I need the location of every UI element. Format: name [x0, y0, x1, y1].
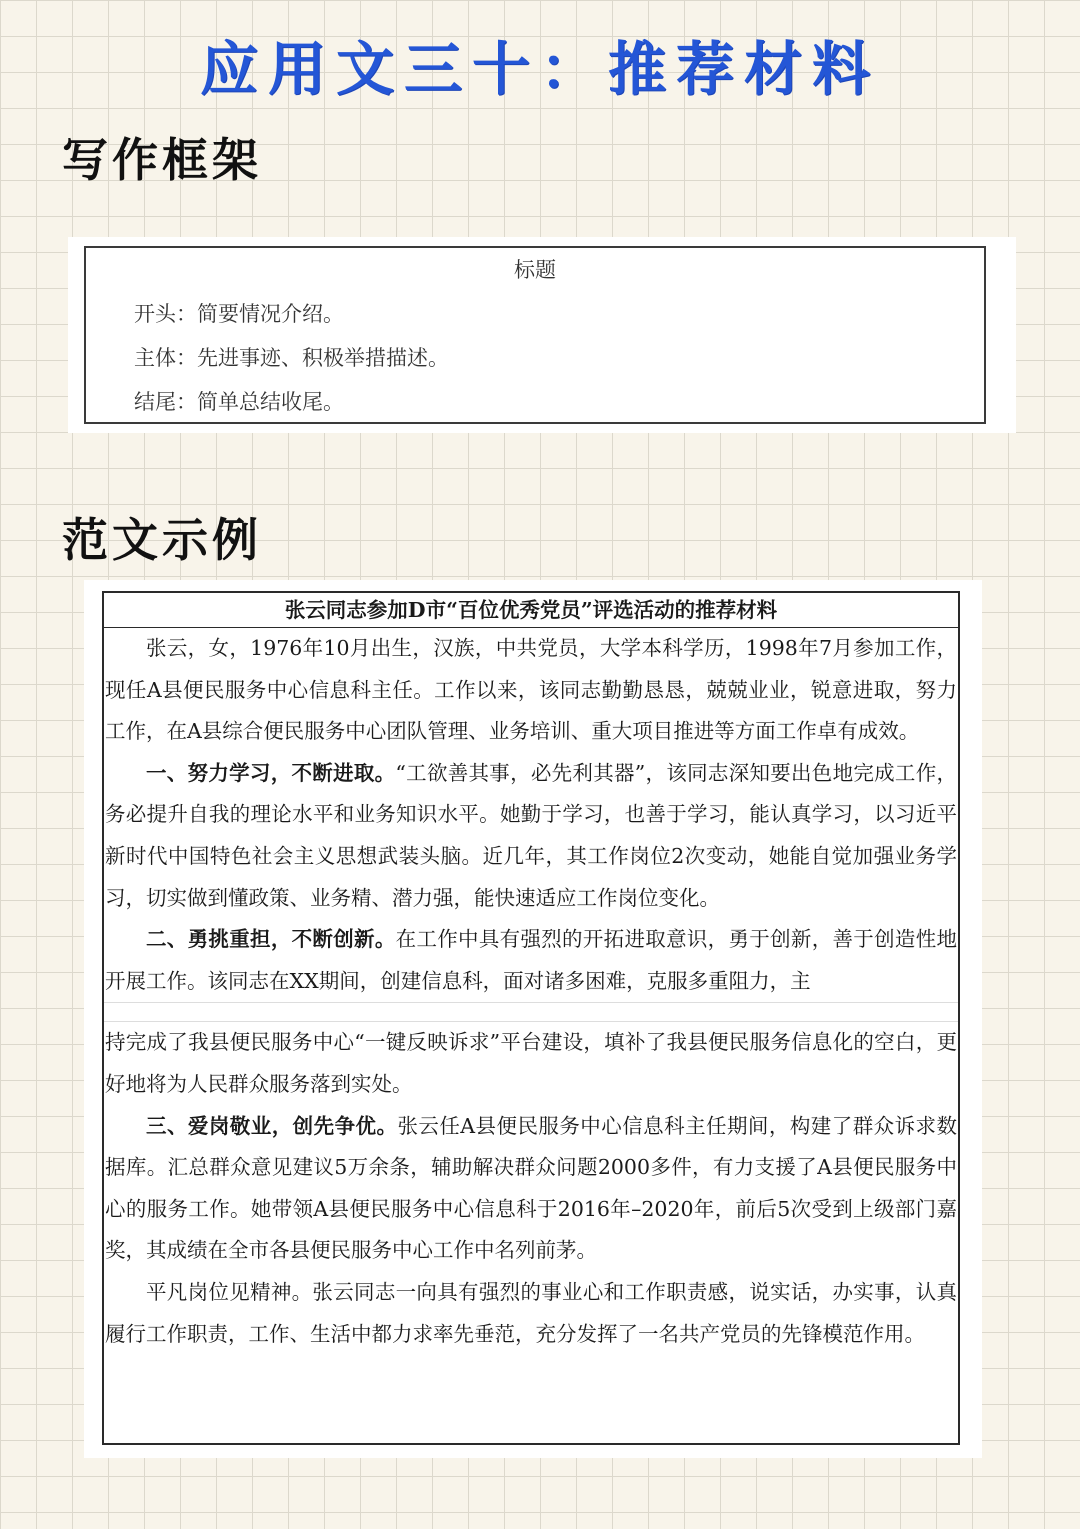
- sample-card: [84, 580, 982, 1458]
- article-paragraph: 张云，女，1976年10月出生，汉族，中共党员，大学本科学历，1998年7月参加工作，现任A县便民服务中心信息科主任。工作以来，该同志勤勤恳恳，兢兢业业，锐意进取，努力工作，在A县综合便民服务中心团队管理、业务培训、重大项目推进等方面工作卓有成效。: [105, 636, 957, 744]
- sample-article: [102, 591, 960, 1445]
- framework-box-title: 标题: [514, 258, 556, 282]
- article-paragraph: 平凡岗位见精神。张云同志一向具有强烈的事业心和工作职责感，说实话，办实事，认真履行工作职责，工作、生活中都力求率先垂范，充分发挥了一名共产党员的先锋模范作用。: [105, 1279, 957, 1346]
- article-paragraph: 持完成了我县便民服务中心“一键反映诉求”平台建设，填补了我县便民服务信息化的空白，更好地将为人民群众服务落到实处。: [105, 1030, 957, 1096]
- framework-line-opening: 开头：简要情况介绍。: [134, 302, 344, 326]
- framework-card: [68, 237, 1016, 433]
- sample-heading: 范文示例: [62, 513, 262, 567]
- article-paragraph: 一、努力学习，不断进取。“工欲善其事，必先利其器”，该同志深知要出色地完成工作，务必提升自我的理论水平和业务知识水平。她勤于学习，也善于学习，能认真学习，以习近平新时代中国特色社会主义思想武装头脑。近几年，其工作岗位2次变动，她能自觉加强业务学习，切实做到懂政策、业务精、潜力强，能快速适应工作岗位变化。: [105, 760, 958, 910]
- article-title: 张云同志参加D市“百位优秀党员”评选活动的推荐材料: [104, 593, 958, 628]
- article-paragraph: 二、勇挑重担，不断创新。在工作中具有强烈的开拓进取意识，勇于创新，善于创造性地开展工作。该同志在XX期间，创建信息科，面对诸多困难，克服多重阻力，主: [105, 927, 958, 993]
- page-break: [102, 1002, 960, 1022]
- article-paragraph: 三、爱岗敬业，创先争优。张云任A县便民服务中心信息科主任期间，构建了群众诉求数据库。汇总群众意见建议5万余条，辅助解决群众问题2000多件，有力支援了A县便民服务中心的服务工作。她带领A县便民服务中心信息科于2016年–2020年，前后5次受到上级部门嘉奖，其成绩在全市各县便民服务中心工作中名列前茅。: [105, 1113, 958, 1263]
- paragraph-lead: 三、爱岗敬业，创先争优。: [146, 1113, 398, 1138]
- framework-line-body: 主体：先进事迹、积极举措描述。: [134, 346, 449, 370]
- framework-box: [84, 246, 986, 424]
- page-title: 应用文三十：推荐材料: [199, 35, 880, 103]
- framework-line-ending: 结尾：简单总结收尾。: [134, 390, 344, 414]
- framework-heading: 写作框架: [62, 133, 262, 187]
- paragraph-lead: 二、勇挑重担，不断创新。: [146, 927, 396, 952]
- paragraph-lead: 一、努力学习，不断进取。: [146, 760, 396, 785]
